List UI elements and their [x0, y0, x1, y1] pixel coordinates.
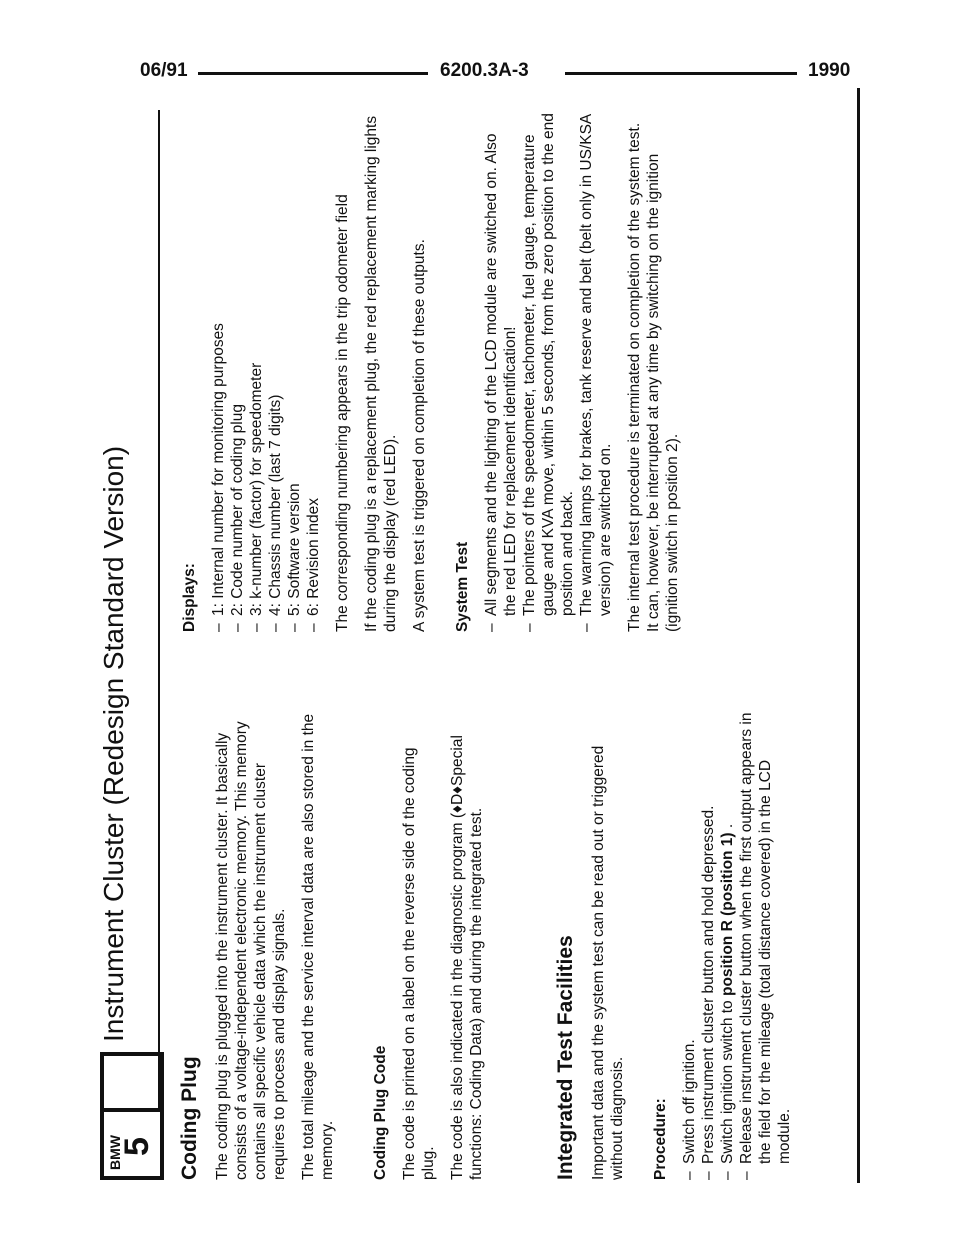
- coding-plug-p1: The coding plug is plugged into the instrument cluster. It basically consists of a voltage-independent electronic memory. This memory contains all specific vehicle data which the instrument cluster requires to process and display signals.: [214, 721, 288, 1180]
- displays-p1: The corresponding numbering appears in the trip odometer field: [334, 194, 351, 632]
- page-title: Instrument Cluster (Redesign Standard Version): [98, 445, 129, 1042]
- step3-pre: Switch ignition switch to: [719, 996, 736, 1164]
- integrated-test-heading: Integrated Test Facilities: [554, 935, 577, 1180]
- header-date: 06/91: [140, 60, 188, 81]
- procedure-step: [718, 710, 737, 1180]
- display-item: – 6: Revision index: [304, 112, 323, 632]
- right-column: [180, 112, 692, 632]
- step3-bold: position R (position 1): [719, 832, 736, 996]
- title-rule: [158, 110, 160, 1110]
- rotated-page-body: [100, 100, 860, 1180]
- step3-post: .: [719, 823, 736, 833]
- procedure-heading: Procedure:: [652, 1098, 669, 1180]
- brand-series: 5: [118, 1137, 156, 1156]
- system-test-heading: System Test: [454, 541, 471, 632]
- displays-heading: Displays:: [181, 563, 198, 632]
- bmw-series-badge: [100, 1108, 164, 1180]
- integrated-test-p1: Important data and the system test can be read out or triggered without diagnosis.: [590, 745, 626, 1180]
- system-test-item: – All segments and the lighting of the LCD module are switched on. Also the red LED for replacement identification!: [482, 112, 520, 632]
- system-test-p1: The internal test procedure is terminated on completion of the system test. It can, however, be interrupted at any time by switching on the ignition (ignition switch in position 2).: [626, 122, 681, 632]
- page-header: [140, 60, 860, 90]
- procedure-step: – Press instrument cluster button and hold depressed.: [699, 710, 718, 1180]
- display-item: – 4: Chassis number (last 7 digits): [266, 112, 285, 632]
- display-item: – 5: Software version: [285, 112, 304, 632]
- header-code: 6200.3A-3: [440, 60, 529, 81]
- display-item: – 1: Internal number for monitoring purposes: [209, 112, 228, 632]
- system-test-item: – The warning lamps for brakes, tank reserve and belt (belt only in US/KSA version) are switched on.: [577, 112, 615, 632]
- displays-p3: A system test is triggered on completion of these outputs.: [411, 239, 428, 632]
- coding-plug-heading: Coding Plug: [178, 1056, 201, 1180]
- left-column: [180, 710, 804, 1180]
- coding-plug-code-heading: Coding Plug Code: [372, 1045, 389, 1180]
- header-rule-left: [198, 72, 428, 75]
- procedure-list: [680, 710, 794, 1180]
- display-item: – 2: Code number of coding plug: [228, 112, 247, 632]
- procedure-step: – Switch off ignition.: [680, 710, 699, 1180]
- displays-list: [209, 112, 323, 632]
- header-rule-right: [565, 72, 797, 75]
- coding-plug-code-p2: The code is also indicated in the diagnostic program (♦D♦Special functions: Coding Data) and during the integrated test.: [449, 735, 485, 1180]
- display-item: – 3: k-number (factor) for speedometer: [247, 112, 266, 632]
- procedure-step: – Release instrument cluster button when the first output appears in the field for the mileage (total distance covered) in the LCD module.: [737, 710, 794, 1180]
- header-year: 1990: [808, 60, 851, 81]
- coding-plug-p2: The total mileage and the service interval data are also stored in the memory.: [300, 713, 336, 1180]
- system-test-item: – The pointers of the speedometer, tachometer, fuel gauge, temperature gauge and KVA move, within 5 seconds, from the zero position to the end position and back.: [520, 112, 577, 632]
- system-test-list: [482, 112, 615, 632]
- displays-p2: If the coding plug is a replacement plug, the red replacement marking lights during the display (red LED).: [363, 115, 399, 632]
- badge-empty-box: [100, 1052, 164, 1116]
- brand-make: BMW: [107, 1135, 123, 1170]
- coding-plug-code-p1: The code is printed on a label on the reverse side of the coding plug.: [401, 747, 437, 1180]
